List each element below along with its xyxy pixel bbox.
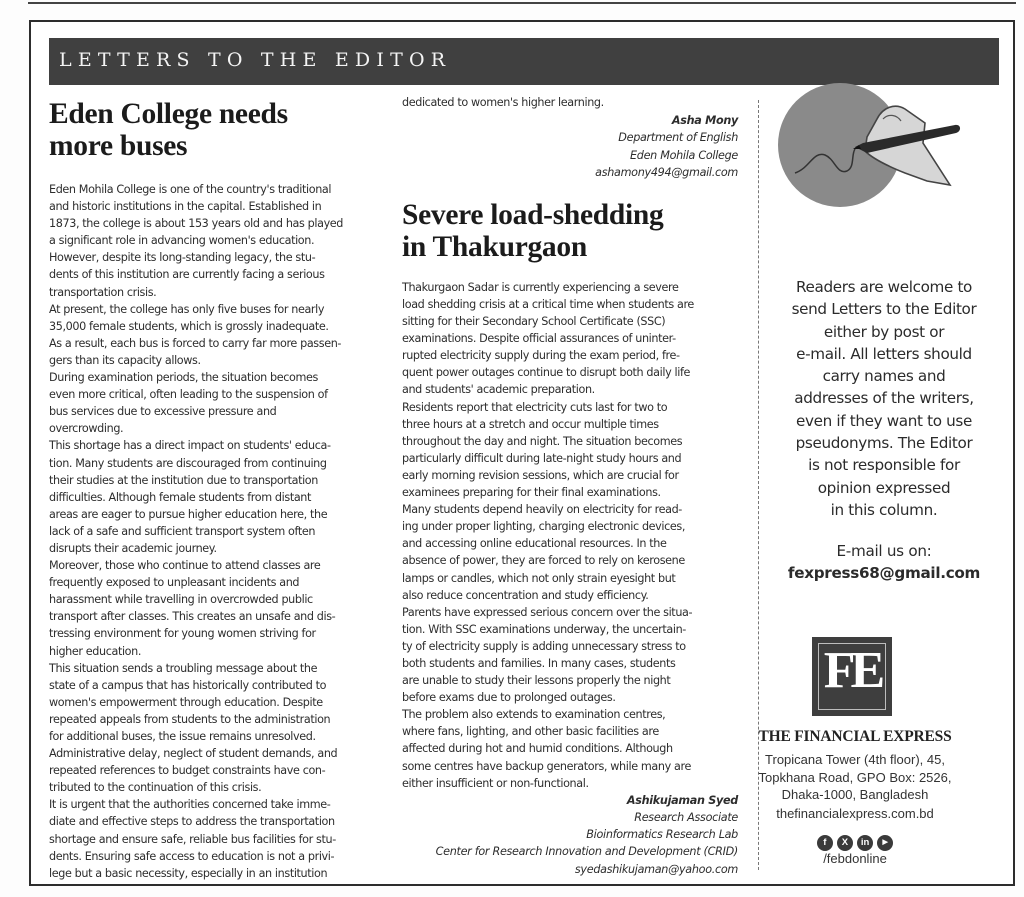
paragraph [49, 301, 385, 369]
text-line: This situation sends a troubling message about the [49, 661, 318, 675]
text-line: a significant role in advancing women's education. [49, 234, 315, 248]
text-line: sitting for their Secondary School Certificate (SSC) [402, 315, 666, 329]
text-line: are unable to study their lessons properly the night [402, 674, 671, 688]
text-line: rupted electricity supply during the exam period, fre- [402, 349, 680, 363]
hand-writing-with-pen-icon [755, 63, 975, 223]
text-line: state of a campus that has historically contributed to [49, 678, 327, 692]
text-line: The problem also extends to examination centres, [402, 708, 666, 722]
headline-line: Severe load-shedding [402, 198, 664, 231]
text-line: where fans, lighting, and other basic facilities are [402, 725, 659, 739]
publication-name: THE FINANCIAL EXPRESS [758, 728, 952, 745]
text-line: load shedding crisis at a critical time when students are [402, 298, 694, 311]
text-line: also reduce concentration and study efficiency. [402, 588, 649, 602]
signature-line: Bioinformatics Research Lab [586, 828, 738, 842]
website-link[interactable]: thefinancialexpress.com.bd [776, 806, 934, 821]
paragraph [402, 706, 738, 791]
text-line: However, despite its long-standing legacy, the stu- [49, 251, 316, 265]
text-line: examinations. Despite official assurances of uninter- [402, 332, 676, 346]
notice-line: even if they want to use [796, 411, 972, 430]
paragraph [402, 399, 738, 502]
text-line: and students' academic preparation. [402, 383, 595, 397]
text-line: examinees preparing for their final examinations. [402, 486, 661, 500]
text-line: and historic institutions in the capital. Established in [49, 200, 322, 214]
text-line: disrupts their academic journey. [49, 541, 217, 555]
letter-1-body [49, 181, 385, 882]
editor-email[interactable]: fexpress68@gmail.com [787, 564, 981, 583]
address-line: Tropicana Tower (4th floor), 45, [765, 752, 945, 767]
text-line: It is urgent that the authorities concerned take imme- [49, 798, 331, 812]
submission-notice [764, 276, 1004, 521]
text-line: women's empowerment through education. Despite [49, 695, 323, 709]
text-line: and accessing online educational resources. In the [402, 537, 667, 551]
text-line: lege but a basic necessity, especially in an institution [49, 866, 328, 880]
text-line: lack of a safe and sufficient transport system often [49, 524, 316, 538]
text-line: three hours at a stretch and occur multiple times [402, 417, 659, 431]
text-line: repeated appeals from students to the administration [49, 712, 331, 726]
social-icons [735, 832, 975, 851]
signature-line: Center for Research Innovation and Development (CRID) [435, 845, 738, 859]
text-line: Residents report that electricity cuts last for two to [402, 400, 668, 414]
text-line: 35,000 female students, which is grossly inadequate. [49, 319, 329, 333]
fe-logo [812, 637, 892, 716]
text-line: difficulties. Although female students from distant [49, 490, 312, 504]
text-line: ing under proper lighting, charging electronic devices, [402, 520, 686, 534]
text-line: diate and effective steps to address the transportation [49, 815, 335, 829]
signature-name: Asha Mony [671, 114, 738, 128]
signature-line: Research Associate [634, 810, 738, 824]
paragraph [49, 181, 385, 301]
letter-1-continuation: dedicated to women's higher learning. [402, 96, 604, 109]
letter-2-signature [402, 792, 738, 878]
text-line: At present, the college has only five buses for nearly [49, 302, 325, 316]
sidebar [764, 276, 1004, 584]
text-line: some centres have backup generators, while many are [402, 759, 691, 773]
headline-line: in Thakurgaon [402, 230, 587, 263]
signature-line: Department of English [618, 131, 738, 145]
text-line: areas are eager to pursue higher education here, the [49, 507, 328, 521]
top-rule [28, 2, 1016, 4]
text-line: frequently exposed to unpleasant incidents and [49, 576, 300, 590]
address-line: Dhaka-1000, Bangladesh [781, 787, 929, 802]
signature-email[interactable]: ashamony494@gmail.com [595, 165, 738, 179]
text-line: their studies at the institution due to transportation [49, 473, 318, 487]
text-line: even more critical, often leading to the suspension of [49, 388, 328, 402]
text-line: Eden Mohila College is one of the country's traditional [49, 183, 332, 196]
letter-2-column [402, 94, 738, 878]
text-line: Parents have expressed serious concern over the situa- [402, 605, 693, 619]
text-line: This shortage has a direct impact on students' educa- [49, 439, 331, 453]
notice-line: addresses of the writers, [794, 389, 974, 408]
notice-line: e-mail. All letters should [796, 344, 972, 363]
text-line: transportation crisis. [49, 285, 157, 299]
text-line: gers than its capacity allows. [49, 353, 201, 367]
text-line: Moreover, those who continue to attend classes are [49, 559, 321, 573]
text-line: higher education. [49, 644, 142, 658]
text-line: bus services due to excessive pressure and [49, 405, 277, 419]
text-line: 1873, the college is about 153 years old and has played [49, 217, 344, 231]
paragraph [402, 501, 738, 604]
paragraph [49, 437, 385, 557]
notice-line: carry names and [822, 367, 946, 386]
social-handle[interactable]: /febdonline [823, 851, 887, 866]
paragraph [402, 604, 738, 707]
text-line: quent power outages continue to disrupt both daily life [402, 366, 691, 380]
paragraph [49, 660, 385, 797]
notice-line: pseudonyms. The Editor [795, 434, 973, 453]
paragraph [402, 279, 738, 399]
text-line: affected during hot and humid conditions. Although [402, 742, 673, 756]
headline-line: Eden College needs [49, 98, 288, 130]
text-line: dents of this institution are currently facing a serious [49, 268, 325, 282]
text-line: tion. With SSC examinations underway, the uncertain- [402, 622, 686, 636]
youtube-icon[interactable]: ▶ [877, 835, 893, 851]
notice-line: is not responsible for [808, 456, 960, 475]
signature-email[interactable]: syedashikujaman@yahoo.com [574, 862, 738, 876]
text-line: repeated references to budget constraints have con- [49, 764, 326, 778]
text-line: both students and families. In many cases, students [402, 656, 676, 670]
letter-2-headline [402, 199, 738, 263]
linkedin-icon[interactable]: in [857, 835, 873, 851]
paragraph [49, 369, 385, 437]
text-line: for additional buses, the issue remains unresolved. [49, 730, 316, 743]
text-line: During examination periods, the situation becomes [49, 371, 318, 385]
letter-1-column [49, 98, 385, 882]
text-line: lamps or candles, which not only strain eyesight but [402, 571, 676, 585]
text-line: tributed to the continuation of this crisis. [49, 781, 262, 795]
text-line: absence of power, they are forced to rely on kerosene [402, 554, 685, 568]
paragraph [49, 557, 385, 660]
x-icon[interactable]: X [837, 835, 853, 851]
text-line: ty of electricity supply is adding unnecessary stress to [402, 639, 686, 653]
text-line: tressing environment for young women striving for [49, 627, 316, 641]
text-line: dents. Ensuring safe access to education is not a privi- [49, 849, 335, 863]
text-line: Thakurgaon Sadar is currently experiencing a severe [402, 280, 679, 294]
letter-1-headline [49, 98, 385, 162]
section-title: LETTERS TO THE EDITOR [59, 49, 452, 71]
letter-1-signature [402, 112, 738, 181]
email-label: E-mail us on: [836, 542, 932, 561]
letter-2-body [402, 279, 738, 792]
text-line: Administrative delay, neglect of student demands, and [49, 747, 338, 761]
headline-line: more buses [49, 130, 188, 162]
text-line: transport after classes. This creates an unsafe and dis- [49, 610, 336, 624]
text-line: early morning revision sessions, which are crucial for [402, 468, 679, 482]
text-line: overcrowding. [49, 422, 124, 436]
publication-address [735, 751, 975, 804]
facebook-icon[interactable]: f [817, 835, 833, 851]
logo-text: FE [823, 642, 881, 699]
text-line: harassment while travelling in overcrowded public [49, 593, 313, 607]
notice-line: send Letters to the Editor [791, 300, 977, 319]
notice-line: opinion expressed [817, 478, 951, 497]
notice-line: either by post or [823, 322, 945, 341]
text-line: before exams due to prolonged outages. [402, 691, 616, 705]
text-line: throughout the day and night. The situation becomes [402, 434, 683, 448]
text-line: Many students depend heavily on electricity for read- [402, 503, 682, 517]
text-line: either insufficient or non-functional. [402, 776, 589, 790]
notice-line: in this column. [830, 500, 938, 519]
signature-line: Eden Mohila College [630, 148, 738, 162]
signature-name: Ashikujaman Syed [626, 793, 738, 807]
paragraph [49, 796, 385, 881]
address-line: Topkhana Road, GPO Box: 2526, [758, 769, 952, 785]
text-line: tion. Many students are discouraged from continuing [49, 456, 327, 470]
text-line: shortage and ensure safe, reliable bus facilities for stu- [49, 832, 336, 846]
notice-line: Readers are welcome to [795, 278, 973, 296]
text-line: As a result, each bus is forced to carry far more passen- [49, 336, 342, 350]
text-line: particularly difficult during late-night study hours and [402, 451, 682, 465]
